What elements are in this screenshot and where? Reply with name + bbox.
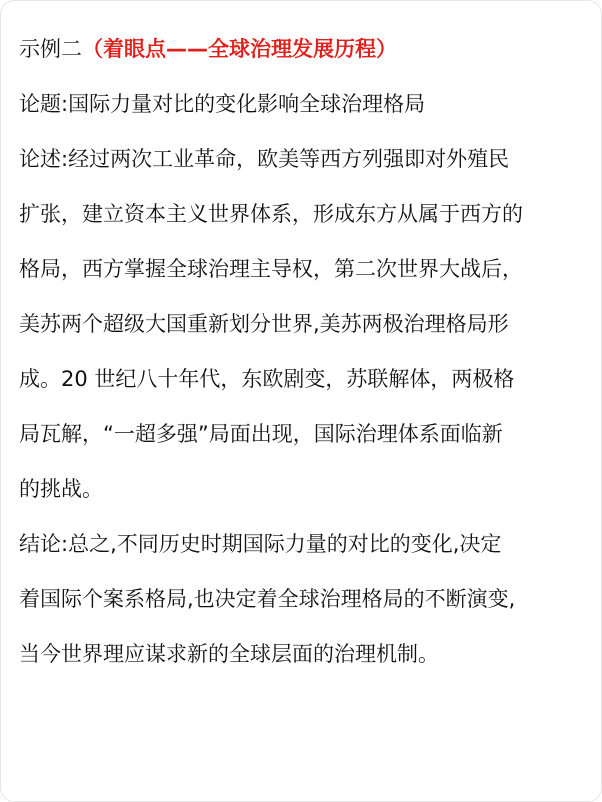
argument-line-7: 的挑战。 [19,477,103,501]
conclusion-line-1: 结论:总之,不同历史时期国际力量的对比的变化,决定 [19,532,502,556]
argument-line-5: 成。20 世纪八十年代，东欧剧变，苏联解体，两极格 [19,367,515,391]
conclusion-line-3: 当今世界理应谋求新的全球层面的治理机制。 [19,642,439,666]
argument-line-3: 格局，西方掌握全球治理主导权，第二次世界大战后， [19,257,523,281]
conclusion-line-2: 着国际个案系格局,也决定着全球治理格局的不断演变, [19,587,516,611]
title-highlight: （着眼点——全球治理发展历程） [82,37,397,61]
argument-line-2: 扩张，建立资本主义世界体系，形成东方从属于西方的 [19,202,523,226]
argument-line-4: 美苏两个超级大国重新划分世界,美苏两极治理格局形 [19,312,509,336]
section-title [19,36,591,62]
title-prefix: 示例二 [19,37,82,61]
argument-line-1: 论述:经过两次工业革命，欧美等西方列强即对外殖民 [19,147,510,171]
thesis-line-1: 论题:国际力量对比的变化影响全球治理格局 [19,92,426,116]
argument-line-6: 局瓦解，“一超多强”局面出现，国际治理体系面临新 [19,422,503,446]
